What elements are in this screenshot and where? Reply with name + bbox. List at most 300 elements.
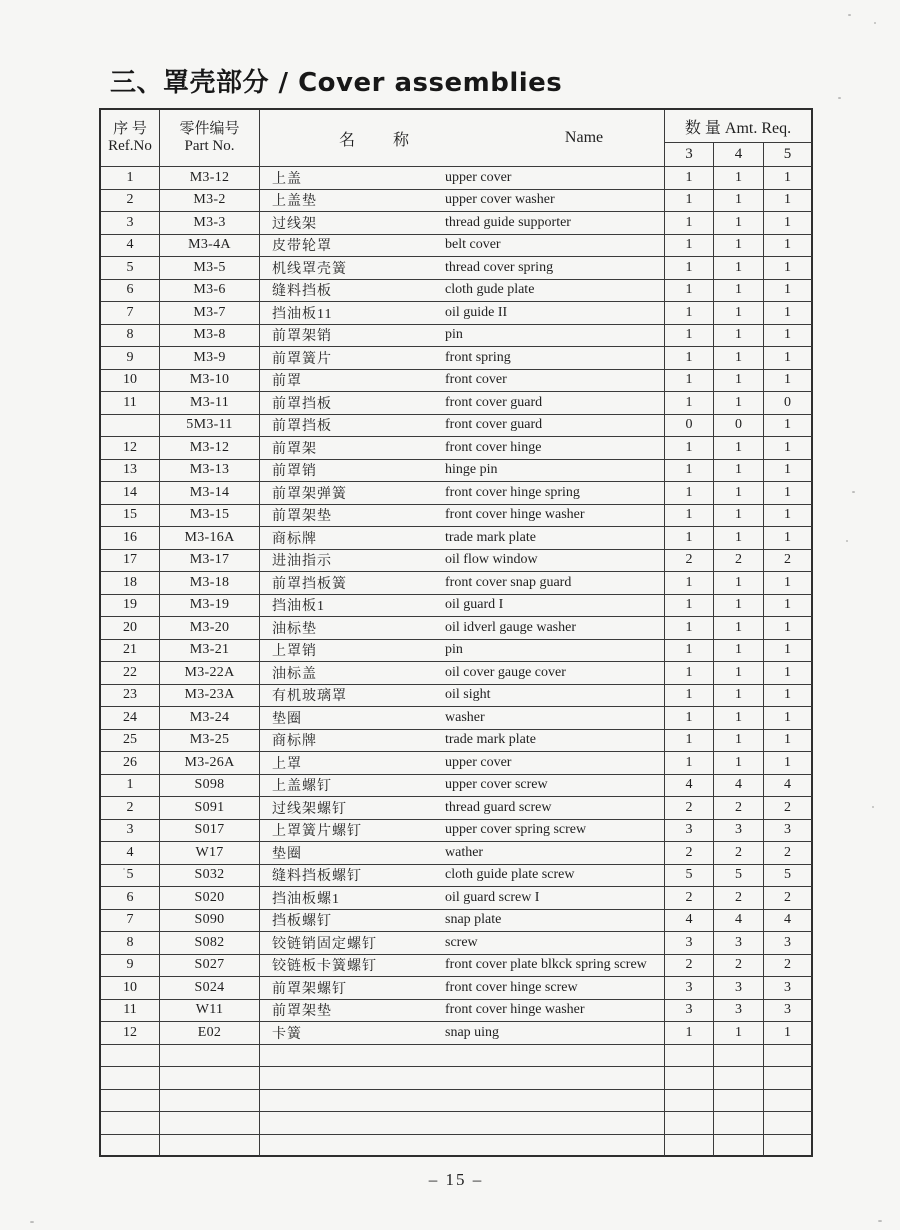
ref-no-cell: 2 [101,190,160,213]
name-en-cell: front cover plate blkck spring screw [442,955,665,978]
header-qty-col-5: 5 [764,143,813,167]
name-en-cell: washer [442,707,665,730]
ref-no-cell: 25 [101,730,160,753]
scan-speck [838,97,841,99]
qty-5-cell: 1 [764,415,813,438]
name-en-cell: front spring [442,347,665,370]
part-no-cell: M3-16A [160,527,260,550]
qty-4-cell: 3 [714,820,764,843]
scan-speck [852,491,855,493]
qty-3-cell: 2 [665,842,714,865]
part-no-cell: M3-25 [160,730,260,753]
qty-4-cell: 1 [714,752,764,775]
qty-3-cell: 3 [665,820,714,843]
name-zh-cell: 过线架螺钉 [260,797,442,820]
part-no-cell: M3-5 [160,257,260,280]
name-en-cell: wather [442,842,665,865]
name-zh-cell: 前罩挡板 [260,392,442,415]
qty-5-cell: 1 [764,302,813,325]
table-row [101,707,813,730]
ref-no-cell [101,1045,160,1068]
qty-4-cell: 1 [714,595,764,618]
qty-3-cell: 1 [665,280,714,303]
qty-4-cell: 1 [714,280,764,303]
scan-speck [846,540,848,542]
name-en-cell: screw [442,932,665,955]
table-row [101,752,813,775]
qty-3-cell: 1 [665,572,714,595]
name-zh-cell: 前罩架弹簧 [260,482,442,505]
name-en-cell: oil guide II [442,302,665,325]
qty-5-cell: 1 [764,617,813,640]
qty-4-cell: 1 [714,527,764,550]
part-no-cell: S027 [160,955,260,978]
ref-no-cell: 24 [101,707,160,730]
ref-no-cell: 9 [101,955,160,978]
table-row [101,437,813,460]
name-en-cell: front cover snap guard [442,572,665,595]
name-zh-cell: 缝料挡板 [260,280,442,303]
ref-no-cell: 8 [101,932,160,955]
qty-3-cell: 1 [665,190,714,213]
header-part-no-en: Part No. [184,138,235,154]
name-zh-cell: 前罩簧片 [260,347,442,370]
name-en-cell: pin [442,325,665,348]
qty-4-cell: 1 [714,707,764,730]
name-zh-cell: 商标牌 [260,527,442,550]
qty-4-cell: 1 [714,505,764,528]
qty-4-cell [714,1112,764,1135]
qty-3-cell: 2 [665,955,714,978]
part-no-cell: M3-2 [160,190,260,213]
qty-4-cell: 0 [714,415,764,438]
ref-no-cell: 20 [101,617,160,640]
part-no-cell: M3-19 [160,595,260,618]
table-row [101,730,813,753]
name-zh-cell: 垫圈 [260,707,442,730]
qty-3-cell: 1 [665,595,714,618]
name-en-cell: upper cover [442,167,665,190]
ref-no-cell [101,1135,160,1158]
qty-4-cell: 5 [714,865,764,888]
header-qty-col-4: 4 [714,143,764,167]
ref-no-cell: 13 [101,460,160,483]
qty-5-cell: 1 [764,190,813,213]
ref-no-cell: 23 [101,685,160,708]
scan-speck [30,1221,34,1223]
ref-no-cell: 12 [101,1022,160,1045]
part-no-cell [160,1045,260,1068]
qty-5-cell [764,1067,813,1090]
part-no-cell [160,1112,260,1135]
table-row [101,910,813,933]
part-no-cell: S020 [160,887,260,910]
ref-no-cell [101,1112,160,1135]
header-ref-no-zh: 序 号 [113,120,147,137]
name-en-cell [442,1090,665,1113]
empty-table-row [101,1090,813,1113]
qty-5-cell: 1 [764,505,813,528]
qty-5-cell [764,1135,813,1158]
qty-5-cell: 1 [764,572,813,595]
scan-speck [874,22,876,24]
table-row [101,842,813,865]
name-en-cell: trade mark plate [442,730,665,753]
ref-no-cell: 6 [101,887,160,910]
qty-5-cell: 1 [764,370,813,393]
qty-3-cell: 1 [665,325,714,348]
name-zh-cell: 有机玻璃罩 [260,685,442,708]
name-zh-cell: 前罩架螺钉 [260,977,442,1000]
qty-3-cell: 2 [665,797,714,820]
qty-4-cell: 3 [714,977,764,1000]
qty-4-cell [714,1135,764,1158]
table-row [101,280,813,303]
part-no-cell: S024 [160,977,260,1000]
name-en-cell [442,1135,665,1158]
name-en-cell: cloth gude plate [442,280,665,303]
qty-3-cell: 5 [665,865,714,888]
qty-5-cell: 1 [764,662,813,685]
qty-3-cell: 4 [665,775,714,798]
table-row [101,550,813,573]
table-row [101,325,813,348]
table-row [101,347,813,370]
qty-5-cell: 5 [764,865,813,888]
empty-table-row [101,1112,813,1135]
part-no-cell: M3-12 [160,437,260,460]
name-zh-cell: 前罩销 [260,460,442,483]
ref-no-cell: 17 [101,550,160,573]
qty-4-cell: 1 [714,325,764,348]
qty-3-cell: 1 [665,505,714,528]
qty-3-cell: 1 [665,167,714,190]
header-qty-col-3: 3 [665,143,714,167]
ref-no-cell [101,1067,160,1090]
name-zh-cell: 油标垫 [260,617,442,640]
qty-4-cell: 1 [714,190,764,213]
name-en-cell: belt cover [442,235,665,258]
qty-5-cell: 4 [764,775,813,798]
qty-3-cell: 3 [665,977,714,1000]
part-no-cell: M3-23A [160,685,260,708]
table-row [101,235,813,258]
table-row [101,212,813,235]
table-row [101,392,813,415]
qty-5-cell: 1 [764,685,813,708]
name-zh-cell: 前罩 [260,370,442,393]
name-en-cell: snap uing [442,1022,665,1045]
qty-3-cell: 0 [665,415,714,438]
qty-4-cell: 1 [714,460,764,483]
qty-4-cell: 1 [714,662,764,685]
table-row [101,955,813,978]
parts-table [99,108,813,1157]
qty-3-cell: 2 [665,550,714,573]
ref-no-cell: 11 [101,392,160,415]
qty-3-cell: 1 [665,392,714,415]
table-row [101,1022,813,1045]
ref-no-cell: 15 [101,505,160,528]
table-row [101,865,813,888]
part-no-cell: E02 [160,1022,260,1045]
part-no-cell: M3-22A [160,662,260,685]
part-no-cell: M3-3 [160,212,260,235]
part-no-cell: S032 [160,865,260,888]
ref-no-cell: 5 [101,865,160,888]
table-row [101,167,813,190]
ref-no-cell: 19 [101,595,160,618]
ref-no-cell: 3 [101,820,160,843]
table-header [101,110,813,167]
ref-no-cell: 6 [101,280,160,303]
qty-3-cell: 1 [665,527,714,550]
qty-3-cell: 1 [665,302,714,325]
name-zh-cell: 前罩挡板 [260,415,442,438]
ref-no-cell: 1 [101,167,160,190]
table-row [101,302,813,325]
ref-no-cell: 5 [101,257,160,280]
header-name-zh: 名 称 [338,131,411,149]
name-en-cell [442,1067,665,1090]
qty-4-cell: 1 [714,437,764,460]
qty-5-cell: 1 [764,212,813,235]
qty-4-cell: 1 [714,302,764,325]
ref-no-cell: 9 [101,347,160,370]
qty-4-cell: 1 [714,1022,764,1045]
name-zh-cell: 挡油板11 [260,302,442,325]
part-no-cell [160,1067,260,1090]
page-title: 三、罩壳部分 / Cover assemblies [110,68,563,98]
name-zh-cell: 前罩挡板簧 [260,572,442,595]
qty-4-cell: 1 [714,167,764,190]
qty-4-cell: 1 [714,730,764,753]
header-ref-no [101,110,160,167]
qty-4-cell: 1 [714,370,764,393]
table-row [101,887,813,910]
qty-3-cell: 1 [665,437,714,460]
scan-speck [123,868,125,870]
name-en-cell: cloth guide plate screw [442,865,665,888]
qty-5-cell [764,1090,813,1113]
part-no-cell: M3-13 [160,460,260,483]
ref-no-cell [101,415,160,438]
name-zh-cell: 垫圈 [260,842,442,865]
ref-no-cell: 18 [101,572,160,595]
qty-5-cell: 4 [764,910,813,933]
table-row [101,662,813,685]
part-no-cell: M3-14 [160,482,260,505]
table-row [101,932,813,955]
name-en-cell [442,1045,665,1068]
name-en-cell: front cover guard [442,392,665,415]
part-no-cell: M3-8 [160,325,260,348]
table-row [101,617,813,640]
table-row [101,595,813,618]
table-row [101,190,813,213]
qty-3-cell: 1 [665,685,714,708]
ref-no-cell: 7 [101,302,160,325]
qty-5-cell [764,1112,813,1135]
qty-4-cell: 1 [714,572,764,595]
part-no-cell: M3-26A [160,752,260,775]
part-no-cell: M3-18 [160,572,260,595]
ref-no-cell: 2 [101,797,160,820]
qty-5-cell: 2 [764,797,813,820]
part-no-cell: M3-7 [160,302,260,325]
ref-no-cell: 12 [101,437,160,460]
qty-4-cell: 3 [714,932,764,955]
qty-5-cell: 1 [764,460,813,483]
name-zh-cell: 皮带轮罩 [260,235,442,258]
part-no-cell: 5M3-11 [160,415,260,438]
qty-3-cell: 1 [665,212,714,235]
qty-4-cell: 2 [714,550,764,573]
name-en-cell: oil sight [442,685,665,708]
part-no-cell: S082 [160,932,260,955]
name-en-cell: oil guard screw I [442,887,665,910]
qty-5-cell: 1 [764,1022,813,1045]
name-zh-cell: 挡油板螺1 [260,887,442,910]
qty-3-cell: 1 [665,640,714,663]
empty-table-row [101,1135,813,1158]
table-row [101,820,813,843]
ref-no-cell: 21 [101,640,160,663]
ref-no-cell: 11 [101,1000,160,1023]
table-row [101,415,813,438]
part-no-cell: M3-21 [160,640,260,663]
qty-4-cell [714,1090,764,1113]
qty-5-cell: 3 [764,820,813,843]
name-en-cell: front cover [442,370,665,393]
qty-3-cell [665,1090,714,1113]
qty-5-cell: 1 [764,167,813,190]
name-en-cell: front cover hinge spring [442,482,665,505]
name-zh-cell [260,1045,442,1068]
part-no-cell: M3-6 [160,280,260,303]
qty-5-cell: 1 [764,280,813,303]
qty-5-cell: 1 [764,347,813,370]
part-no-cell: W11 [160,1000,260,1023]
qty-4-cell: 4 [714,775,764,798]
table-row [101,527,813,550]
ref-no-cell: 8 [101,325,160,348]
table-row [101,775,813,798]
name-zh-cell: 铰链板卡簧螺钉 [260,955,442,978]
name-zh-cell: 前罩架垫 [260,505,442,528]
table-row [101,797,813,820]
name-en-cell: oil flow window [442,550,665,573]
table-row [101,505,813,528]
header-amount-required: 数 量 Amt. Req. [665,110,813,143]
qty-5-cell: 2 [764,842,813,865]
name-zh-cell: 上罩销 [260,640,442,663]
part-no-cell: M3-17 [160,550,260,573]
qty-5-cell: 1 [764,707,813,730]
qty-4-cell: 2 [714,797,764,820]
qty-4-cell: 1 [714,392,764,415]
part-no-cell: S098 [160,775,260,798]
qty-4-cell: 1 [714,617,764,640]
name-en-cell: oil idverl gauge washer [442,617,665,640]
name-en-cell: front cover hinge [442,437,665,460]
qty-3-cell: 1 [665,460,714,483]
header-ref-no-en: Ref.No [108,138,152,154]
name-en-cell: upper cover washer [442,190,665,213]
ref-no-cell: 1 [101,775,160,798]
name-en-cell: upper cover spring screw [442,820,665,843]
ref-no-cell [101,1090,160,1113]
table-row [101,572,813,595]
qty-5-cell [764,1045,813,1068]
name-zh-cell: 过线架 [260,212,442,235]
ref-no-cell: 16 [101,527,160,550]
qty-3-cell: 1 [665,257,714,280]
part-no-cell: M3-4A [160,235,260,258]
name-zh-cell: 上盖螺钉 [260,775,442,798]
name-en-cell: front cover guard [442,415,665,438]
qty-5-cell: 1 [764,595,813,618]
table-row [101,1000,813,1023]
name-zh-cell: 机线罩壳簧 [260,257,442,280]
table-row [101,370,813,393]
qty-4-cell: 1 [714,482,764,505]
name-zh-cell: 上罩 [260,752,442,775]
qty-3-cell [665,1135,714,1158]
part-no-cell: W17 [160,842,260,865]
table-row [101,977,813,1000]
table-row [101,482,813,505]
name-zh-cell: 上罩簧片螺钉 [260,820,442,843]
qty-4-cell [714,1045,764,1068]
qty-5-cell: 1 [764,325,813,348]
qty-4-cell: 1 [714,235,764,258]
qty-4-cell: 1 [714,257,764,280]
part-no-cell: M3-12 [160,167,260,190]
part-no-cell: S090 [160,910,260,933]
empty-table-row [101,1067,813,1090]
header-name-en: Name [564,129,604,146]
part-no-cell: M3-24 [160,707,260,730]
header-part-no-zh: 零件编号 [179,120,240,137]
parts-table-body [101,167,813,1157]
part-no-cell [160,1090,260,1113]
name-en-cell: thread guard screw [442,797,665,820]
scan-speck [872,806,874,808]
qty-3-cell: 1 [665,370,714,393]
table-row [101,640,813,663]
name-en-cell: oil cover gauge cover [442,662,665,685]
ref-no-cell: 7 [101,910,160,933]
name-zh-cell: 油标盖 [260,662,442,685]
qty-5-cell: 1 [764,752,813,775]
qty-5-cell: 1 [764,527,813,550]
part-no-cell: S091 [160,797,260,820]
qty-3-cell: 3 [665,932,714,955]
name-en-cell: upper cover screw [442,775,665,798]
name-zh-cell: 商标牌 [260,730,442,753]
ref-no-cell: 14 [101,482,160,505]
qty-5-cell: 1 [764,482,813,505]
name-zh-cell: 前罩架垫 [260,1000,442,1023]
table-row [101,257,813,280]
header-part-no [160,110,260,167]
qty-5-cell: 1 [764,257,813,280]
part-no-cell: M3-20 [160,617,260,640]
name-en-cell: thread guide supporter [442,212,665,235]
qty-5-cell: 1 [764,640,813,663]
page-number: – 15 – [428,1170,484,1189]
